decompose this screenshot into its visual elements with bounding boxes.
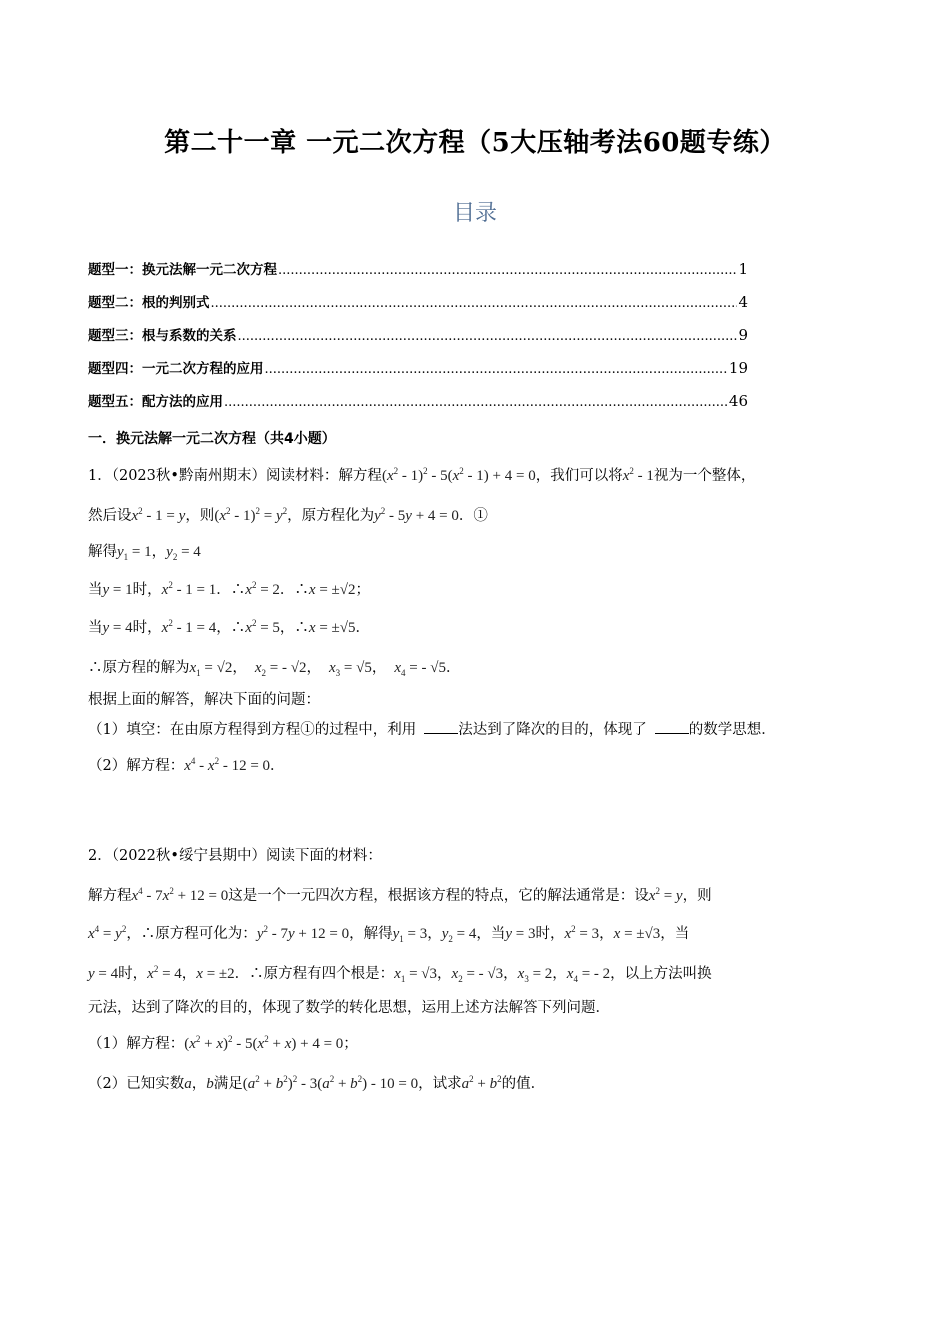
formula: $x^2 = 5$	[245, 618, 280, 636]
toc-item-page: 4	[738, 293, 748, 311]
formula: $x^2 - 1 = y$	[131, 506, 186, 524]
q2-number: 2．	[88, 848, 112, 864]
formula: x = ±√3	[613, 926, 661, 942]
q1-part-1: （1）填空：在由原方程得到方程①的过程中，利用 法达到了降次的目的，体现了 的数学思想．	[88, 722, 776, 738]
toc-item[interactable]	[88, 357, 748, 390]
table-of-contents	[88, 258, 748, 423]
page-title: 第二十一章 一元二次方程（5大压轴考法60题专练）	[164, 128, 786, 158]
formula: $y_1 = 1$	[117, 544, 152, 562]
formula: $y_2 = 4$	[441, 926, 477, 944]
fill-blank[interactable]	[424, 721, 458, 734]
toc-leader	[224, 395, 728, 410]
formula: $(a^2 + b^2)^2 - 3(a^2 + b^2) - 10 = 0$	[242, 1074, 419, 1092]
formula: $x^2 = 3$	[564, 924, 600, 942]
q2-part-1: （1）解方程：$(x^2 + x)^2 - 5(x^2 + x) + 4 = 0$；	[88, 1034, 358, 1052]
toc-item-label: 题型一：换元法解一元二次方程	[88, 262, 277, 278]
toc-item[interactable]	[88, 324, 748, 357]
formula: $a^2 + b^2$	[461, 1074, 502, 1092]
q2-part-2: （2）已知实数a，b满足$(a^2 + b^2)^2 - 3(a^2 + b^2) - 10 = 0$，试求$a^2 + b^2$的值．	[88, 1074, 546, 1092]
q2-line-5: 元法，达到了降次的目的，体现了数学的转化思想，运用上述方法解答下列问题．	[88, 1000, 610, 1016]
formula: $x^2 = 4$	[147, 964, 182, 982]
toc-item[interactable]	[88, 291, 748, 324]
toc-leader	[265, 362, 728, 377]
formula: $x_4$ = - √5	[394, 660, 446, 678]
formula: x = ±√2	[308, 582, 356, 598]
toc-item[interactable]	[88, 390, 748, 423]
formula: $x_2$ = - √3	[451, 966, 504, 984]
formula: x = ±2	[196, 966, 235, 982]
formula: $x_1 = √3$	[394, 966, 438, 984]
q1-number: 1．	[88, 468, 112, 484]
q1-line-5: 当y = 4时，$x^2 - 1 = 4$，$\therefore x^2 = 5$，∴x = ±√5．	[88, 618, 371, 636]
formula: $x^2 - 1$	[622, 466, 654, 484]
formula: $x^2 - 1 = 4$	[161, 618, 217, 636]
formula: $x^4 - 7x^2 + 12 = 0$	[131, 886, 229, 904]
formula: $(x^2 - 1)^2 = y^2$	[214, 506, 288, 524]
formula: y = 4	[102, 620, 133, 636]
formula: $x_2$ = - √2	[254, 660, 307, 678]
toc-leader	[211, 296, 738, 311]
q1-line-4: 当y = 1时，$x^2 - 1 = 1$．$\therefore x^2 = 2$．∴x = ±√2；	[88, 580, 371, 598]
q2-line-3: $x^4 = y^2$，∴原方程可化为：$y^2 - 7y + 12 = 0$，解得$y_1 = 3$，$y_2 = 4$，当y = 3时，$x^2 = 3$，x = ±√3，当	[88, 924, 690, 944]
formula: $x^4 - x^2 - 12 = 0$	[184, 756, 271, 774]
toc-item-page: 19	[728, 359, 748, 377]
toc-heading: 目录	[452, 201, 497, 226]
formula: $x_1 = √2$	[189, 660, 233, 678]
formula: x = ±√5	[308, 620, 356, 636]
formula: b	[206, 1076, 214, 1092]
formula: $(x^2 - 1)^2 - 5(x^2 - 1) + 4 = 0$	[381, 466, 536, 484]
section-heading: 一．换元法解一元二次方程（共4小题）	[88, 431, 336, 447]
toc-item-label: 题型三：根与系数的关系	[88, 328, 237, 344]
q2-line-4: y = 4时，$x^2 = 4$，x = ±2．∴原方程有四个根是：$x_1 = √3$，$x_2$ = - √3，$x_3 = 2$，$x_4$ = - 2，以上方法叫换	[88, 964, 712, 984]
formula: $x^2 - 1 = 1$	[161, 580, 217, 598]
formula: $y^2 - 7y + 12 = 0$	[256, 924, 350, 942]
fill-blank[interactable]	[655, 721, 689, 734]
toc-leader	[278, 263, 737, 278]
formula: $x^2 = 2$	[245, 580, 280, 598]
formula: $x_4$ = - 2	[566, 966, 611, 984]
q2-line-1: 2．（2022秋•绥宁县期中）阅读下面的材料：	[88, 848, 382, 864]
formula: $x^4 = y^2$	[88, 924, 127, 942]
formula: $x_3 = √5$	[328, 660, 372, 678]
formula: y = 3	[505, 926, 536, 942]
formula: y = 1	[102, 582, 133, 598]
formula: $(x^2 + x)^2 - 5(x^2 + x) + 4 = 0$	[184, 1034, 344, 1052]
formula: $x^2 = y$	[648, 886, 683, 904]
toc-item-label: 题型四：一元二次方程的应用	[88, 361, 264, 377]
toc-item-label: 题型二：根的判别式	[88, 295, 210, 311]
toc-item-page: 9	[738, 326, 748, 344]
toc-item-page: 46	[728, 392, 748, 410]
toc-item-label: 题型五：配方法的应用	[88, 394, 223, 410]
q2-line-2: 解方程$x^4 - 7x^2 + 12 = 0$这是一个一元四次方程，根据该方程的特点，它的解法通常是：设$x^2 = y$，则	[88, 886, 712, 904]
q1-line-7: 根据上面的解答，解决下面的问题：	[88, 692, 320, 708]
formula: y = 4	[88, 966, 119, 982]
formula: $y_2 = 4$	[166, 544, 201, 562]
formula: $y^2 - 5y + 4 = 0$	[374, 506, 459, 524]
q1-line-6: ∴原方程的解为$x_1 = √2$， $x_2$ = - √2， $x_3 = √5$， $x_4$ = - √5．	[88, 660, 461, 678]
q1-line-2: 然后设$x^2 - 1 = y$，则$(x^2 - 1)^2 = y^2$，原方程化为$y^2 - 5y + 4 = 0$．①	[88, 506, 488, 524]
toc-item-page: 1	[738, 260, 748, 278]
formula: $y_1 = 3$	[392, 926, 428, 944]
formula: $x_3 = 2$	[517, 966, 553, 984]
toc-leader	[238, 329, 738, 344]
formula: a	[184, 1076, 192, 1092]
toc-item[interactable]	[88, 258, 748, 291]
q1-line-3: 解得$y_1 = 1$，$y_2 = 4$	[88, 544, 201, 562]
q1-line-1: 1．（2023秋•黔南州期末）阅读材料：解方程$(x^2 - 1)^2 - 5(x^2 - 1) + 4 = 0$，我们可以将$x^2 - 1$视为一个整体，	[88, 466, 756, 484]
q1-part-2: （2）解方程：$x^4 - x^2 - 12 = 0$．	[88, 756, 285, 774]
